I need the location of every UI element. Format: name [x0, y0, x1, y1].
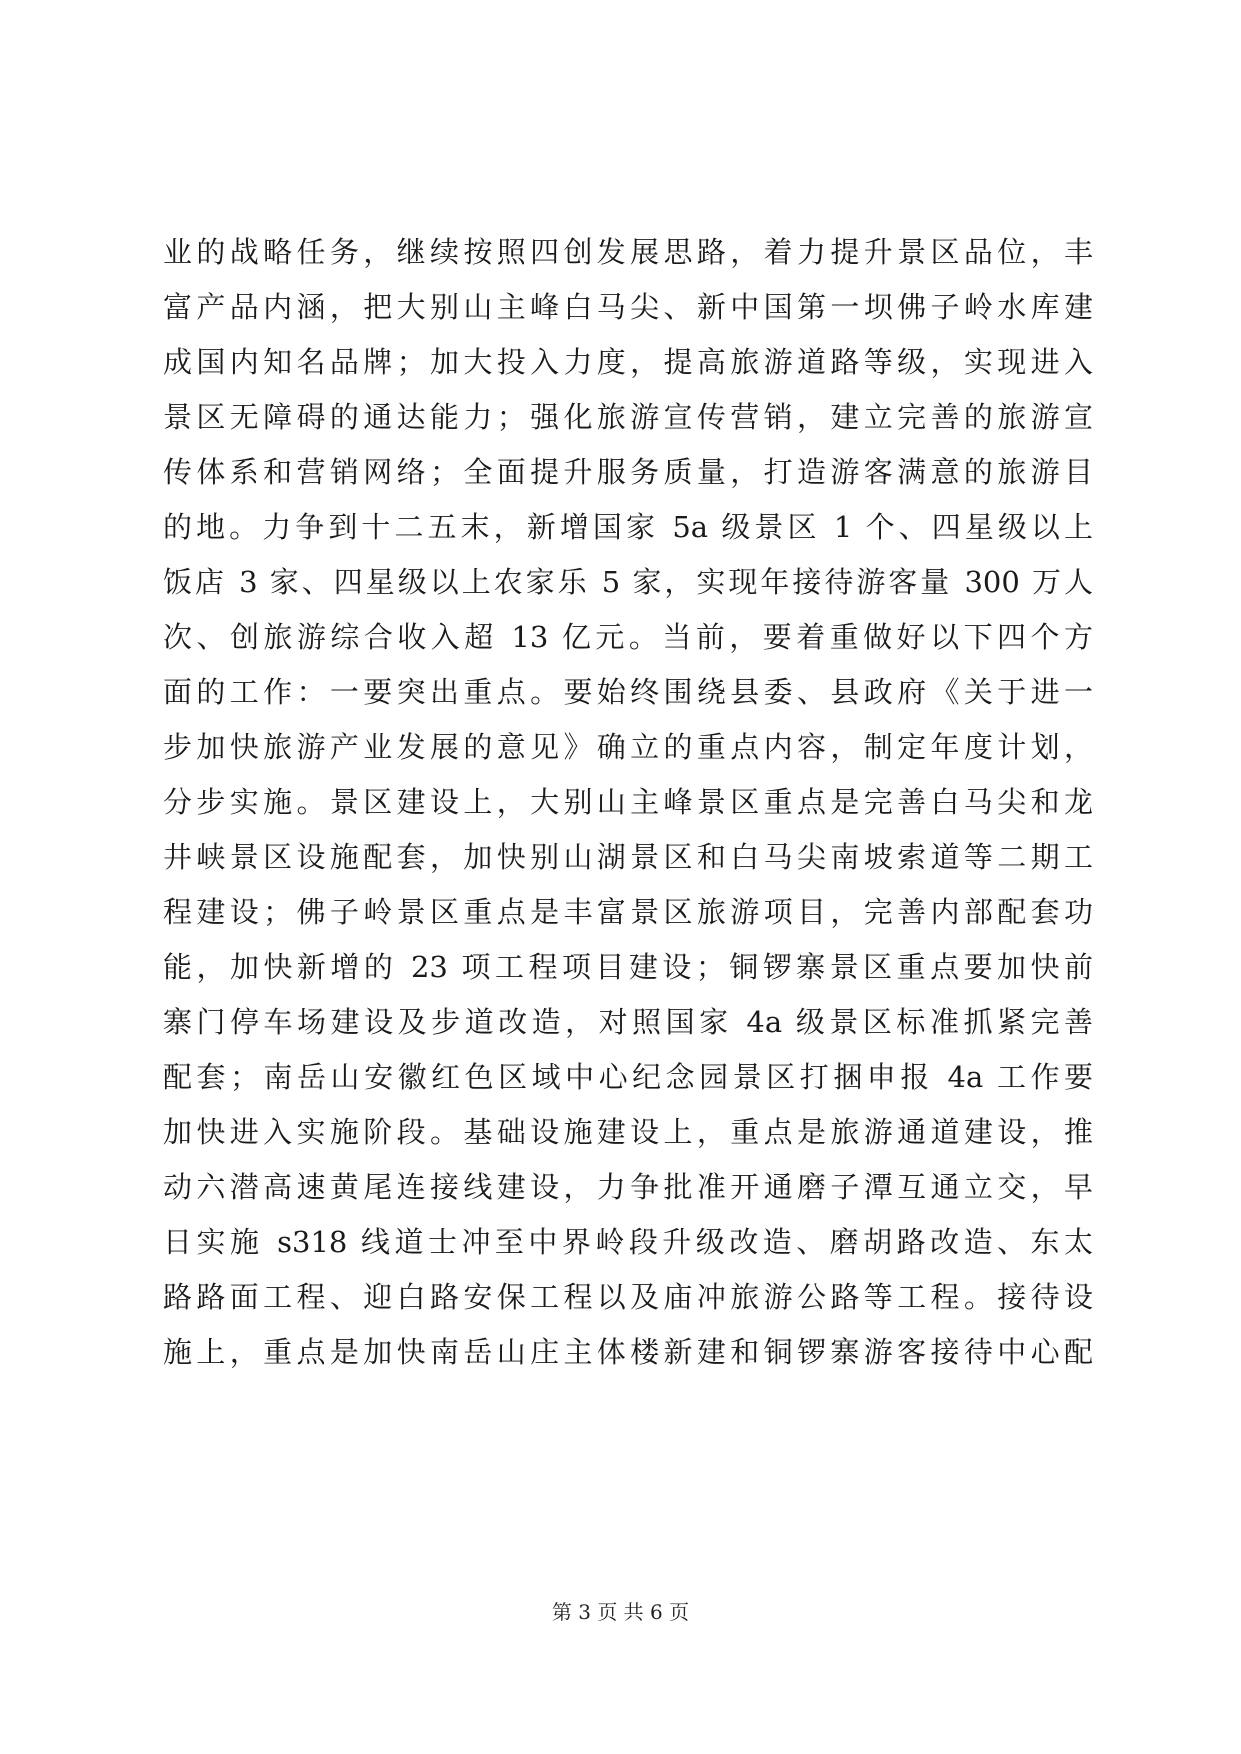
body-text — [163, 225, 1093, 1380]
page-number-footer: 第 3 页 共 6 页 — [551, 1600, 690, 1624]
text-line: 分步实施。景区建设上，大别山主峰景区重点是完善白马尖和龙 — [163, 785, 1093, 819]
text-line: 饭店 3 家、四星级以上农家乐 5 家，实现年接待游客量 300 万人 — [163, 565, 1093, 599]
text-line: 业的战略任务，继续按照四创发展思路，着力提升景区品位，丰 — [163, 235, 1093, 269]
text-line: 成国内知名品牌；加大投入力度，提高旅游道路等级，实现进入 — [163, 345, 1093, 379]
text-line: 的地。力争到十二五末，新增国家 5a 级景区 1 个、四星级以上 — [163, 510, 1093, 544]
text-line: 步加快旅游产业发展的意见》确立的重点内容，制定年度计划， — [163, 730, 1093, 764]
text-line: 配套；南岳山安徽红色区域中心纪念园景区打捆申报 4a 工作要 — [163, 1060, 1093, 1094]
text-line: 能，加快新增的 23 项工程项目建设；铜锣寨景区重点要加快前 — [163, 950, 1093, 984]
text-line: 动六潜高速黄尾连接线建设，力争批准开通磨子潭互通立交，早 — [163, 1170, 1093, 1204]
text-line: 寨门停车场建设及步道改造，对照国家 4a 级景区标准抓紧完善 — [163, 1005, 1093, 1039]
text-line: 传体系和营销网络；全面提升服务质量，打造游客满意的旅游目 — [163, 455, 1093, 489]
text-line: 井峡景区设施配套，加快别山湖景区和白马尖南坡索道等二期工 — [163, 840, 1093, 874]
text-line: 富产品内涵，把大别山主峰白马尖、新中国第一坝佛子岭水库建 — [163, 290, 1093, 324]
text-line: 日实施 s318 线道士冲至中界岭段升级改造、磨胡路改造、东太 — [163, 1225, 1093, 1259]
text-line: 施上，重点是加快南岳山庄主体楼新建和铜锣寨游客接待中心配 — [163, 1335, 1093, 1369]
text-line: 程建设；佛子岭景区重点是丰富景区旅游项目，完善内部配套功 — [163, 895, 1093, 929]
text-line: 加快进入实施阶段。基础设施建设上，重点是旅游通道建设，推 — [163, 1115, 1093, 1149]
text-line: 次、创旅游综合收入超 13 亿元。当前，要着重做好以下四个方 — [163, 620, 1093, 654]
text-line: 景区无障碍的通达能力；强化旅游宣传营销，建立完善的旅游宣 — [163, 400, 1093, 434]
text-line: 路路面工程、迎白路安保工程以及庙冲旅游公路等工程。接待设 — [163, 1280, 1093, 1314]
text-line: 面的工作：一要突出重点。要始终围绕县委、县政府《关于进一 — [163, 675, 1093, 709]
